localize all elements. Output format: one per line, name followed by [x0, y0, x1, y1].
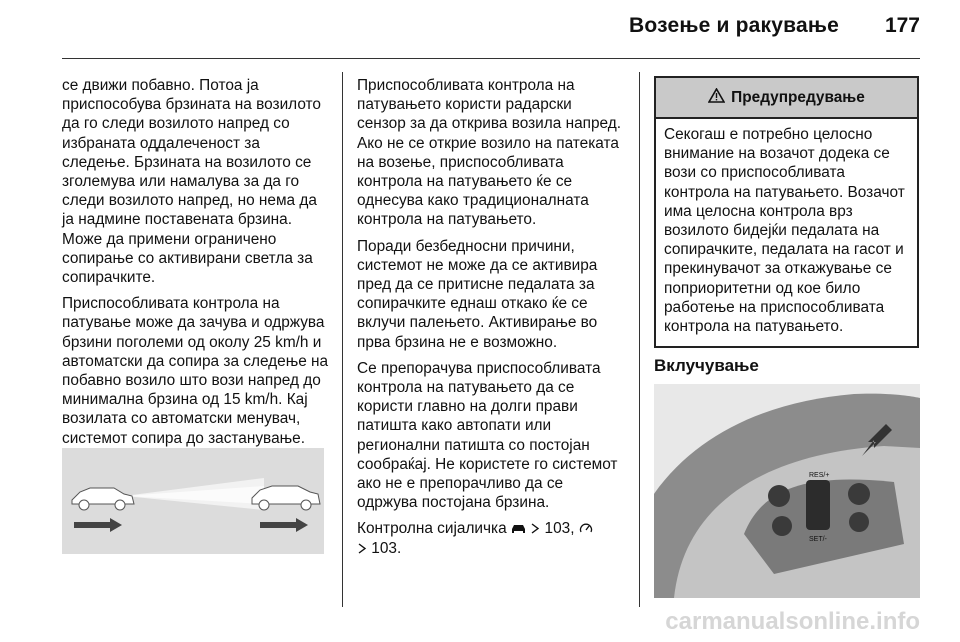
column-1: [62, 76, 330, 455]
warning-header: [656, 78, 917, 119]
warning-box: [654, 76, 919, 348]
col2-paragraph-4: [357, 519, 623, 557]
col1-paragraph-1: се движи побавно. Потоа ја приспособува брзината на возилото да го следи возилото напред со избраната оддалеченост за следење. Брзината на возилото се зголемува или намалува за да го следи возилото напред, но нема да ја надмине поставената брзина. Може да примени ограничено сопирање со активирани светла за сопирачките.: [62, 77, 321, 287]
car-indicator-icon: [511, 520, 530, 537]
cruise-icon: [849, 512, 869, 532]
thumbwheel-icon: [806, 480, 830, 530]
col1-paragraph-2: Приспособливата контрола на патување може да зачува и одржува брзини поголеми од околу 25 km/h и автоматски да сопира за следење на побавно возило што вози напред до минимална брзина од 15 km/h. Кај возилата со автоматски менувач, системот сопира до застанување.: [62, 295, 329, 447]
warning-body: Секогаш е потребно целосно внимание на возачот додека се вози со приспособливата контрола на патувањето. Возачот има целосна контрола врз возилото бидејќи педалата на сопирачките, педалата на гасот и прекинувачот за откажување се поприоритетни од кое било работење на приспособливата контрола на патувањето.: [664, 126, 905, 336]
page-reference-icon: [357, 540, 371, 557]
col2-paragraph-3: Се препорачува приспособливата контрола на патувањето да се користи главно на долги прави патишта како автопати или регионални патишта со постојан сообраќај. Не користете го системот ако не е препорачливо да се одржува постојана брзина.: [357, 359, 618, 512]
col2-paragraph-1: Приспособливата контрола на патувањето користи радарски сензор за да открива возила напред. Ако не се открие возило на патеката на возење, приспособливата контрола на патувањето ќе се однесува како традиционалната контрола на патувањето.: [357, 77, 622, 229]
set-label: SET/-: [809, 536, 827, 543]
page-reference-2: 103.: [371, 539, 402, 557]
radar-illustration: [62, 448, 324, 554]
column-2: [357, 76, 623, 565]
watermark: carmanualsonline.info: [665, 608, 920, 635]
cancel-button-icon: [772, 516, 792, 536]
column-divider-1: [342, 72, 343, 607]
header-rule: [62, 58, 920, 59]
lead-car-icon: [252, 486, 320, 510]
page-header: [629, 14, 920, 38]
warning-title: Предупредување: [731, 88, 865, 106]
steering-wheel-illustration: [654, 384, 920, 598]
column-divider-2: [639, 72, 640, 607]
steering-wheel-figure: [654, 384, 920, 598]
page-number: 177: [884, 14, 920, 37]
col2-paragraph-2: Поради безбедносни причини, системот не може да се активира пред да се притисне педалата за сопирачките еднаш откако ќе се вклучи палењето. Активирање во прва брзина не е возможно.: [357, 237, 598, 351]
radar-following-figure: [62, 448, 324, 554]
cruise-on-button-icon: [848, 483, 870, 505]
distance-button-icon: [768, 485, 790, 507]
motion-arrow-right-icon: [260, 518, 308, 532]
follower-car-icon: [72, 488, 134, 510]
page-reference-icon: [530, 520, 544, 537]
res-label: RES/+: [809, 472, 830, 479]
page-reference-1: 103,: [544, 520, 575, 538]
motion-arrow-left-icon: [74, 518, 122, 532]
cruise-indicator-icon: [579, 520, 593, 537]
control-indicator-text: Контролна сијаличка: [357, 520, 507, 538]
section-heading: Вклучување: [654, 356, 759, 375]
page-title: Возење и ракување: [628, 14, 839, 37]
warning-triangle-icon: [708, 88, 725, 108]
